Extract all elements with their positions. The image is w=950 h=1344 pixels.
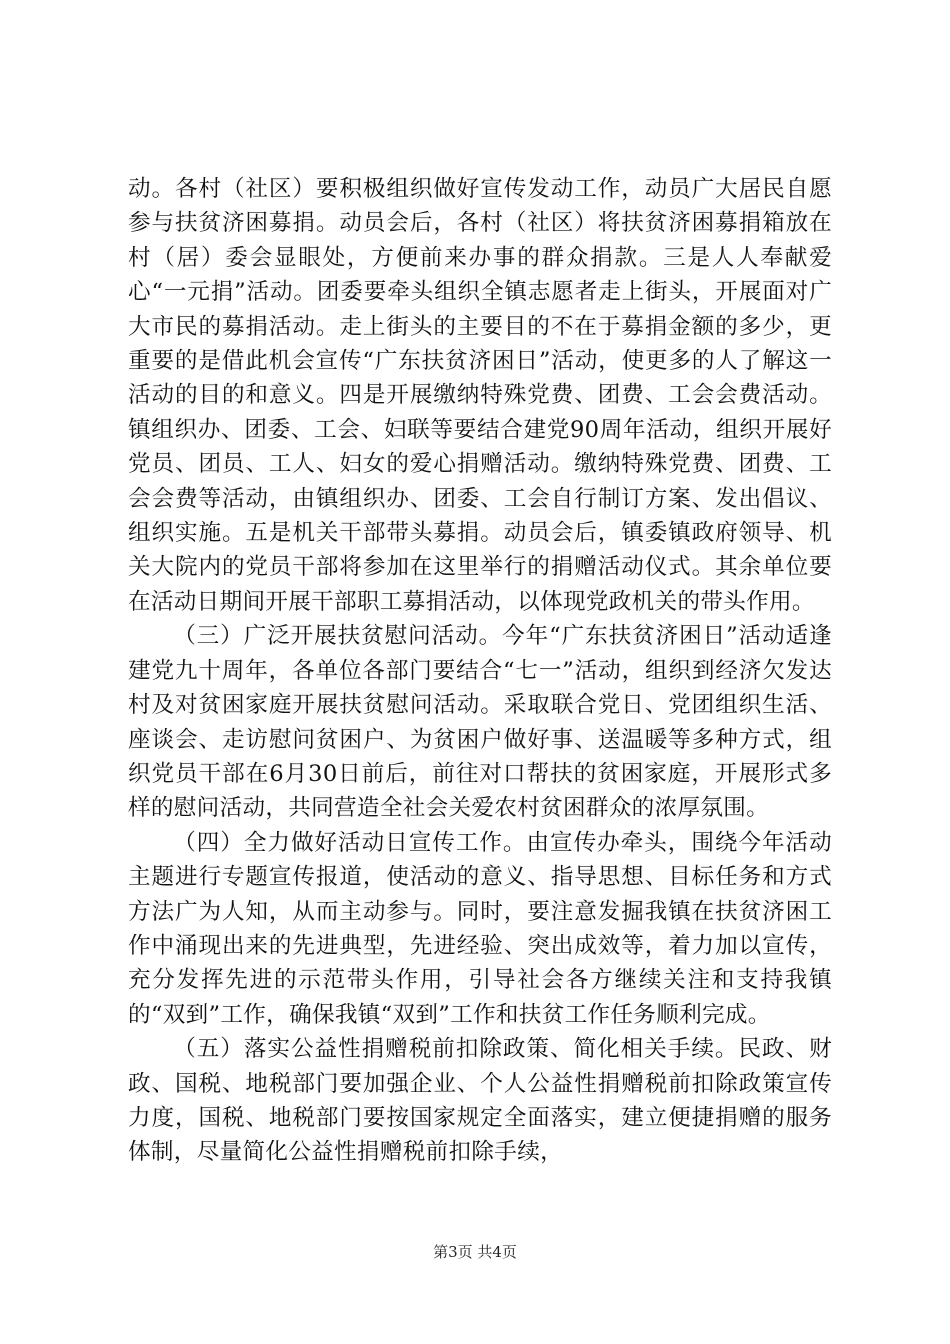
paragraph-section-3: （三）广泛开展扶贫慰问活动。今年“广东扶贫济困日”活动适逢建党九十周年，各单位各部门要结合“七一”活动，组织到经济欠发达村及对贫困家庭开展扶贫慰问活动。采取联合党日、党团组织生活、座谈会、走访慰问贫困户、为贫困户做好事、送温暖等多种方式，组织党员干部在6月30日前后，前往对口帮扶的贫困家庭，开展形式多样的慰问活动，共同营造全社会关爱农村贫困群众的浓厚氛围。 <box>128 623 832 822</box>
paragraph-section-5: （五）落实公益性捐赠税前扣除政策、简化相关手续。民政、财政、国税、地税部门要加强企业、个人公益性捐赠税前扣除政策宣传力度，国税、地税部门要按国家规定全面落实，建立便捷捐赠的服务体制，尽量简化公益性捐赠税前扣除手续， <box>128 1036 832 1166</box>
page-footer: 第3页 共4页 <box>433 1243 517 1261</box>
paragraph-section-4: （四）全力做好活动日宣传工作。由宣传办牵头，围绕今年活动主题进行专题宣传报道，使活动的意义、指导思想、目标任务和方式方法广为人知，从而主动参与。同时，要注意发掘我镇在扶贫济困工作中涌现出来的先进典型，先进经验、突出成效等，着力加以宣传，充分发挥先进的示范带头作用，引导社会各方继续关注和支持我镇的“双到”工作，确保我镇“双到”工作和扶贫工作任务顺利完成。 <box>128 829 832 1028</box>
paragraph-continuation: 动。各村（社区）要积极组织做好宣传发动工作，动员广大居民自愿参与扶贫济困募捐。动员会后，各村（社区）将扶贫济困募捐箱放在村（居）委会显眼处，方便前来办事的群众捐款。三是人人奉献爱心“一元捐”活动。团委要牵头组织全镇志愿者走上街头，开展面对广大市民的募捐活动。走上街头的主要目的不在于募捐金额的多少，更重要的是借此机会宣传“广东扶贫济困日”活动，使更多的人了解这一活动的目的和意义。四是开展缴纳特殊党费、团费、工会会费活动。镇组织办、团委、工会、妇联等要结合建党90周年活动，组织开展好党员、团员、工人、妇女的爱心捐赠活动。缴纳特殊党费、团费、工会会费等活动，由镇组织办、团委、工会自行制订方案、发出倡议、组织实施。五是机关干部带头募捐。动员会后，镇委镇政府领导、机关大院内的党员干部将参加在这里举行的捐赠活动仪式。其余单位要在活动日期间开展干部职工募捐活动，以体现党政机关的带头作用。 <box>128 176 832 615</box>
document-body <box>128 172 832 1170</box>
